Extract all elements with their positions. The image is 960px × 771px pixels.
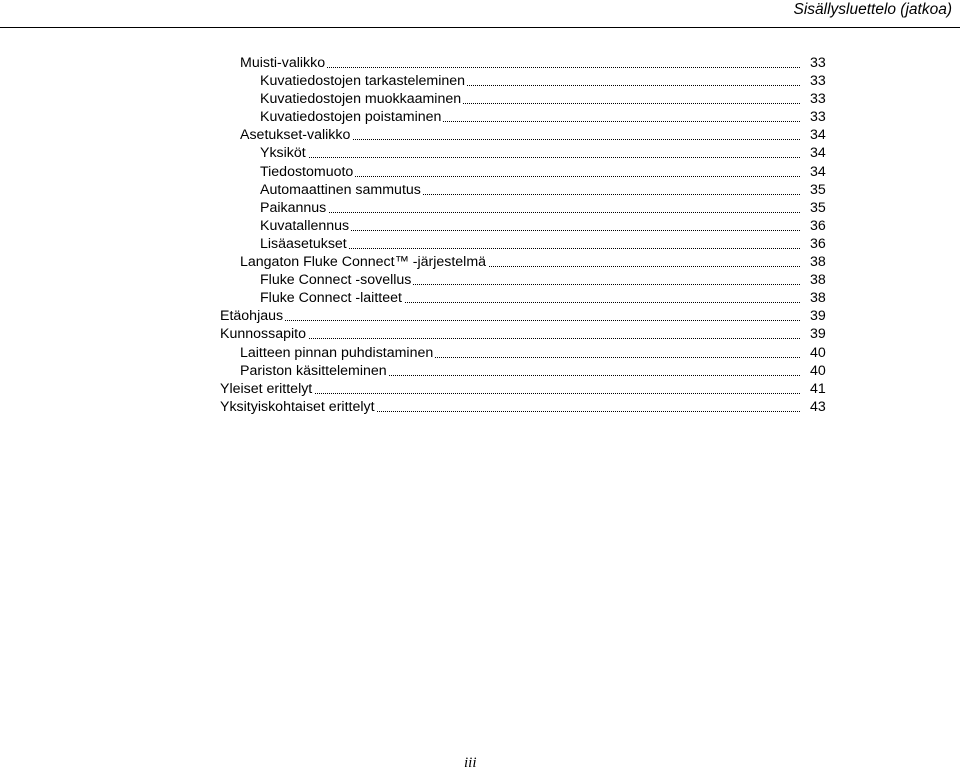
toc-entry-page: 41 — [810, 380, 826, 397]
toc-dot-leader — [260, 212, 800, 213]
toc-entry[interactable] — [0, 199, 960, 217]
toc-entry-label: Asetukset-valikko — [240, 127, 351, 144]
toc-entry-page: 39 — [810, 308, 826, 325]
toc-entry[interactable] — [0, 108, 960, 126]
toc-entry-label: Automaattinen sammutus — [260, 181, 421, 198]
page-header-title: Sisällysluettelo (jatkoa) — [793, 1, 952, 18]
toc-entry[interactable] — [0, 271, 960, 289]
toc-entry-page: 40 — [810, 344, 826, 361]
toc-entry-page: 36 — [810, 217, 826, 234]
toc-entry[interactable] — [0, 380, 960, 398]
toc-entry-page: 36 — [810, 235, 826, 252]
toc-entry-label: Yleiset erittelyt — [220, 380, 313, 397]
toc-entry[interactable] — [0, 235, 960, 253]
toc-entry[interactable] — [0, 253, 960, 271]
toc-entry-page: 33 — [810, 109, 826, 126]
toc-entry-label: Lisäasetukset — [260, 235, 347, 252]
toc-entry-page: 34 — [810, 127, 826, 144]
toc-entry-label: Yksiköt — [260, 145, 306, 162]
toc-entry-label: Kuvatiedostojen tarkasteleminen — [260, 73, 466, 90]
toc-entry[interactable] — [0, 126, 960, 144]
toc-dot-leader — [260, 157, 800, 158]
toc-entry-page: 33 — [810, 91, 826, 108]
toc-entry-page: 35 — [810, 181, 826, 198]
toc-entry[interactable] — [0, 362, 960, 380]
toc-entry-label: Etäohjaus — [220, 308, 284, 325]
toc-entry-label: Kunnossapito — [220, 326, 306, 343]
toc-entry-label: Fluke Connect -laitteet — [260, 290, 402, 307]
toc-entry[interactable] — [0, 144, 960, 162]
toc-entry[interactable] — [0, 307, 960, 325]
toc-entry[interactable] — [0, 217, 960, 235]
toc-entry-label: Tiedostomuoto — [260, 163, 354, 180]
toc-entry-label: Yksityiskohtaiset erittelyt — [220, 398, 375, 415]
toc-entry-page: 38 — [810, 290, 826, 307]
toc-entry-label: Kuvatallennus — [260, 217, 350, 234]
toc-entry-label: Kuvatiedostojen muokkaaminen — [260, 91, 462, 108]
toc-entry[interactable] — [0, 90, 960, 108]
toc-entry[interactable] — [0, 163, 960, 181]
header-divider — [0, 27, 960, 28]
toc-entry[interactable] — [0, 325, 960, 343]
toc-entry-page: 38 — [810, 272, 826, 289]
toc-entry-label: Paikannus — [260, 199, 327, 216]
page-number: iii — [464, 755, 477, 771]
toc-entry-page: 39 — [810, 326, 826, 343]
toc-entry-label: Kuvatiedostojen poistaminen — [260, 109, 442, 126]
toc-entry-page: 34 — [810, 163, 826, 180]
toc-entry-label: Muisti-valikko — [240, 55, 326, 71]
toc-entry-page: 34 — [810, 145, 826, 162]
toc-entry-label: Langaton Fluke Connect™ -järjestelmä — [240, 254, 487, 271]
toc-entry-page: 33 — [810, 73, 826, 90]
toc-entry-label: Pariston käsitteleminen — [240, 362, 387, 379]
toc-entry-label: Fluke Connect -sovellus — [260, 272, 412, 289]
toc-entry[interactable] — [0, 72, 960, 90]
toc-entry-page: 43 — [810, 398, 826, 415]
toc-entry-page: 35 — [810, 199, 826, 216]
toc-entry[interactable] — [0, 289, 960, 307]
toc-entry[interactable] — [0, 344, 960, 362]
toc-entry-page: 40 — [810, 362, 826, 379]
toc-entry-label: Laitteen pinnan puhdistaminen — [240, 344, 434, 361]
toc-entry-page: 38 — [810, 254, 826, 271]
toc-entry-page: 33 — [810, 55, 826, 71]
toc-entry[interactable] — [0, 54, 960, 72]
toc-dot-leader — [220, 320, 800, 321]
table-of-contents — [0, 54, 960, 416]
toc-entry[interactable] — [0, 181, 960, 199]
toc-entry[interactable] — [0, 398, 960, 416]
